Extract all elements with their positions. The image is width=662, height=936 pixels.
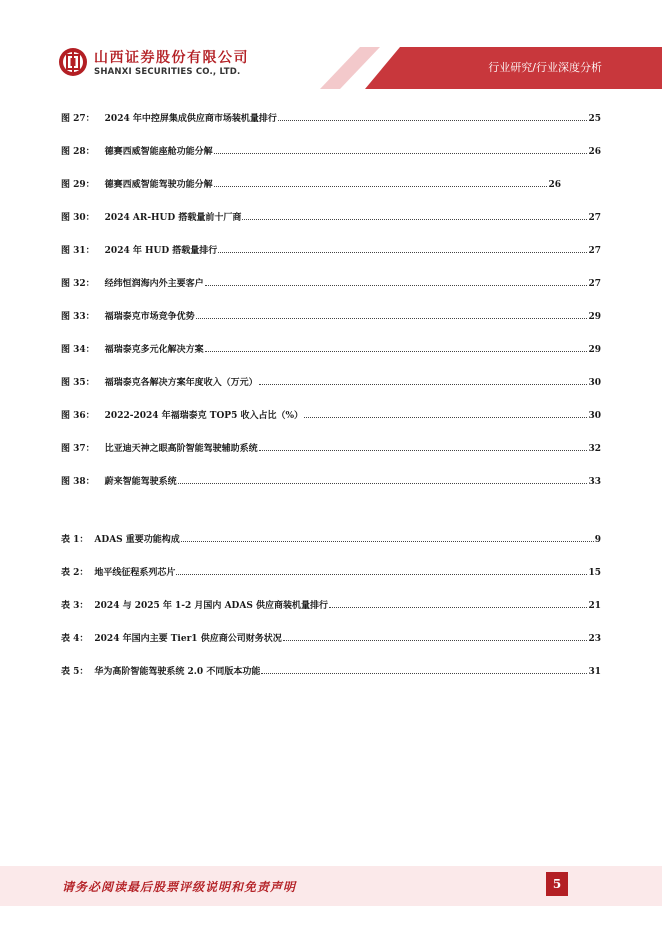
entry-number: 图 38： (61, 477, 95, 487)
entry-title: 华为高阶智能驾驶系统 2.0 不同版本功能 (94, 667, 261, 677)
entry-page: 26 (588, 147, 601, 157)
toc-entry-table-3[interactable] (61, 598, 601, 612)
entry-number: 表 2： (61, 568, 89, 578)
page-header (0, 0, 662, 90)
entry-page: 31 (588, 667, 601, 677)
entry-title: 2024 与 2025 年 1-2 月国内 ADAS 供应商装机量排行 (94, 601, 328, 611)
leader-dots (259, 441, 588, 451)
entry-number: 表 4： (61, 634, 89, 644)
page-footer (0, 866, 662, 906)
entry-page: 32 (588, 444, 601, 454)
leader-dots (181, 532, 594, 542)
entry-number: 表 5： (61, 667, 89, 677)
entry-title: 2024 年中控屏集成供应商市场装机量排行 (104, 114, 277, 124)
page-number: 5 (546, 872, 568, 896)
entry-number: 图 27： (61, 114, 95, 124)
entry-number: 图 36： (61, 411, 95, 421)
entry-number: 图 37： (61, 444, 95, 454)
leader-dots (261, 664, 587, 674)
entry-title: 地平线征程系列芯片 (94, 568, 176, 578)
entry-number: 图 33： (61, 312, 95, 322)
entry-title: 2024 年 HUD 搭载量排行 (104, 246, 218, 256)
entry-number: 图 29： (61, 180, 95, 190)
leader-dots (304, 408, 587, 418)
toc-entry-figure-28[interactable] (61, 144, 601, 158)
entry-page: 9 (594, 535, 601, 545)
entry-title: 2024 AR-HUD 搭载量前十厂商 (104, 213, 242, 223)
entry-page: 23 (588, 634, 601, 644)
leader-dots (176, 565, 587, 575)
leader-dots (242, 210, 587, 220)
entry-number: 图 32： (61, 279, 95, 289)
leader-dots (278, 111, 588, 121)
entry-page: 27 (588, 246, 601, 256)
entry-page: 27 (588, 213, 601, 223)
entry-number: 图 35： (61, 378, 95, 388)
toc-entry-table-4[interactable] (61, 631, 601, 645)
entry-title: ADAS 重要功能构成 (94, 535, 180, 545)
leader-dots (214, 144, 588, 154)
entry-page: 25 (588, 114, 601, 124)
leader-dots (214, 177, 548, 187)
entry-page: 26 (548, 180, 561, 190)
entry-title: 德赛西威智能座舱功能分解 (104, 147, 213, 157)
leader-dots (283, 631, 588, 641)
entry-title: 经纬恒润海内外主要客户 (104, 279, 204, 289)
toc-entry-table-1[interactable] (61, 532, 601, 546)
leader-dots (196, 309, 588, 319)
toc-entry-figure-31[interactable] (61, 243, 601, 257)
report-category: 行业研究/行业深度分析 (488, 61, 602, 74)
company-name-en: SHANXI SECURITIES CO., LTD. (94, 67, 241, 77)
entry-title: 比亚迪天神之眼高阶智能驾驶辅助系统 (104, 444, 258, 454)
leader-dots (205, 276, 588, 286)
entry-title: 福瑞泰克多元化解决方案 (104, 345, 204, 355)
leader-dots (218, 243, 587, 253)
entry-number: 图 28： (61, 147, 95, 157)
toc-entry-figure-30[interactable] (61, 210, 601, 224)
entry-title: 2022-2024 年福瑞泰克 TOP5 收入占比（%） (104, 411, 304, 421)
toc-entry-table-2[interactable] (61, 565, 601, 579)
leader-dots (259, 375, 588, 385)
toc-entry-figure-34[interactable] (61, 342, 601, 356)
company-logo-icon (58, 47, 88, 77)
disclaimer-text: 请务必阅读最后股票评级说明和免责声明 (62, 880, 297, 894)
entry-title: 2024 年国内主要 Tier1 供应商公司财务状况 (94, 634, 282, 644)
toc-entry-figure-29[interactable] (61, 177, 561, 191)
entry-title: 福瑞泰克各解决方案年度收入（万元） (104, 378, 258, 388)
entry-title: 蔚来智能驾驶系统 (104, 477, 177, 487)
toc-entry-figure-27[interactable] (61, 111, 601, 125)
entry-number: 图 31： (61, 246, 95, 256)
entry-page: 15 (588, 568, 601, 578)
toc-entry-figure-38[interactable] (61, 474, 601, 488)
entry-page: 33 (588, 477, 601, 487)
toc-entry-figure-37[interactable] (61, 441, 601, 455)
leader-dots (205, 342, 588, 352)
entry-number: 表 1： (61, 535, 89, 545)
entry-page: 29 (588, 312, 601, 322)
company-name-cn: 山西证券股份有限公司 (94, 50, 249, 66)
toc-entry-figure-35[interactable] (61, 375, 601, 389)
entry-page: 30 (588, 411, 601, 421)
entry-title: 德赛西威智能驾驶功能分解 (104, 180, 213, 190)
entry-number: 图 34： (61, 345, 95, 355)
entry-page: 21 (588, 601, 601, 611)
toc-entry-figure-36[interactable] (61, 408, 601, 422)
toc-entry-figure-33[interactable] (61, 309, 601, 323)
entry-number: 表 3： (61, 601, 89, 611)
entry-page: 30 (588, 378, 601, 388)
entry-title: 福瑞泰克市场竞争优势 (104, 312, 195, 322)
leader-dots (329, 598, 588, 608)
entry-page: 27 (588, 279, 601, 289)
leader-dots (178, 474, 588, 484)
entry-number: 图 30： (61, 213, 95, 223)
entry-page: 29 (588, 345, 601, 355)
toc-entry-figure-32[interactable] (61, 276, 601, 290)
toc-entry-table-5[interactable] (61, 664, 601, 678)
